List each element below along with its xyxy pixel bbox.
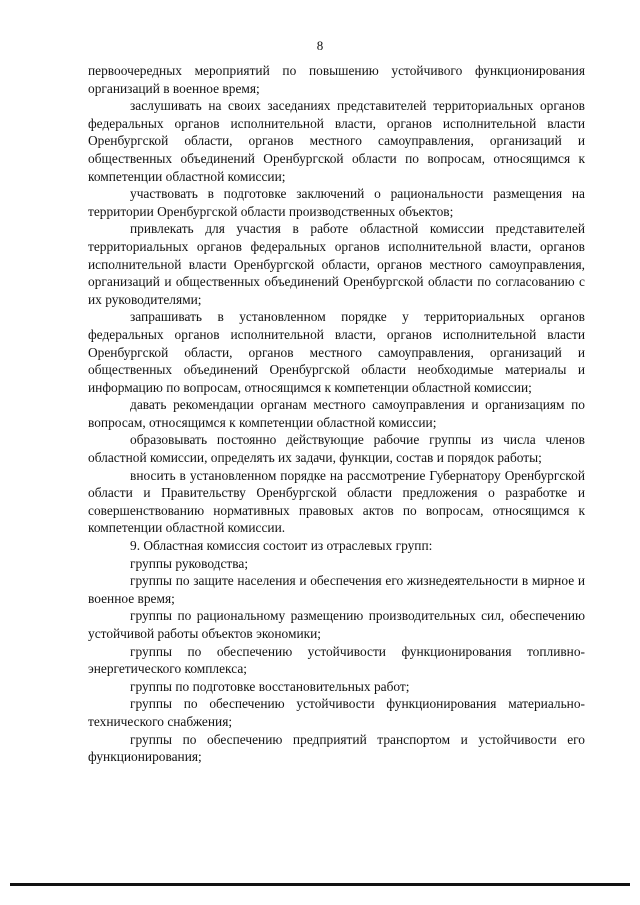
- paragraph: группы по рациональному размещению производительных сил, обеспечению устойчивой работы объектов экономики;: [88, 608, 585, 641]
- paragraph: группы по обеспечению предприятий транспортом и устойчивости его функционирования;: [88, 731, 585, 765]
- paragraph: давать рекомендации органам местного самоуправления и организациям по вопросам, относящимся к компетенции областной комиссии;: [88, 397, 585, 430]
- paragraph: вносить в установленном порядке на рассмотрение Губернатору Оренбургской области и Правительству Оренбургской области предложения о разработке и совершенствованию нормативных правовых актов по вопросам, относящимся к компетенции областной комиссии.: [88, 467, 585, 536]
- footer-rule: [10, 883, 630, 886]
- paragraph: группы по защите населения и обеспечения его жизнедеятельности в мирное и военное время;: [88, 573, 585, 606]
- paragraph: образовывать постоянно действующие рабочие группы из числа членов областной комиссии, определять их задачи, функции, состав и порядок работы;: [88, 432, 585, 466]
- paragraph: привлекать для участия в работе областной комиссии представителей территориальных органов федеральных органов исполнительной власти, органов исполнительной власти Оренбургской области, органов местного самоуправления, организаций и общественных объединений Оренбургской области по согласованию с их руководителями;: [88, 221, 585, 307]
- paragraph: заслушивать на своих заседаниях представителей территориальных органов федеральных органов исполнительной власти, органов исполнительной власти Оренбургской области, органов местного самоуправления, организаций и общественных объединений Оренбургской области по вопросам, относящимся к компетенции областной комиссии;: [88, 98, 585, 184]
- page-number: 8: [316, 38, 324, 53]
- document-body: [88, 62, 585, 766]
- paragraph: 9. Областная комиссия состоит из отраслевых групп:: [130, 538, 433, 554]
- paragraph: группы по обеспечению устойчивости функционирования материально-технического снабжения;: [88, 696, 585, 729]
- paragraph: группы по подготовке восстановительных работ;: [130, 678, 410, 694]
- paragraph: участвовать в подготовке заключений о рациональности размещения на территории Оренбургской области производственных объектов;: [88, 186, 585, 219]
- paragraph: запрашивать в установленном порядке у территориальных органов федеральных органов исполнительной власти, органов исполнительной власти Оренбургской области, органов местного самоуправления, организаций и общественных объединений Оренбургской области необходимые материалы и информацию по вопросам, относящимся к компетенции областной комиссии;: [88, 309, 585, 395]
- paragraph: первоочередных мероприятий по повышению устойчивого функционирования организаций в военное время;: [88, 63, 585, 96]
- paragraph: группы по обеспечению устойчивости функционирования топливно-энергетического комплекса;: [88, 643, 585, 677]
- paragraph: группы руководства;: [130, 555, 249, 571]
